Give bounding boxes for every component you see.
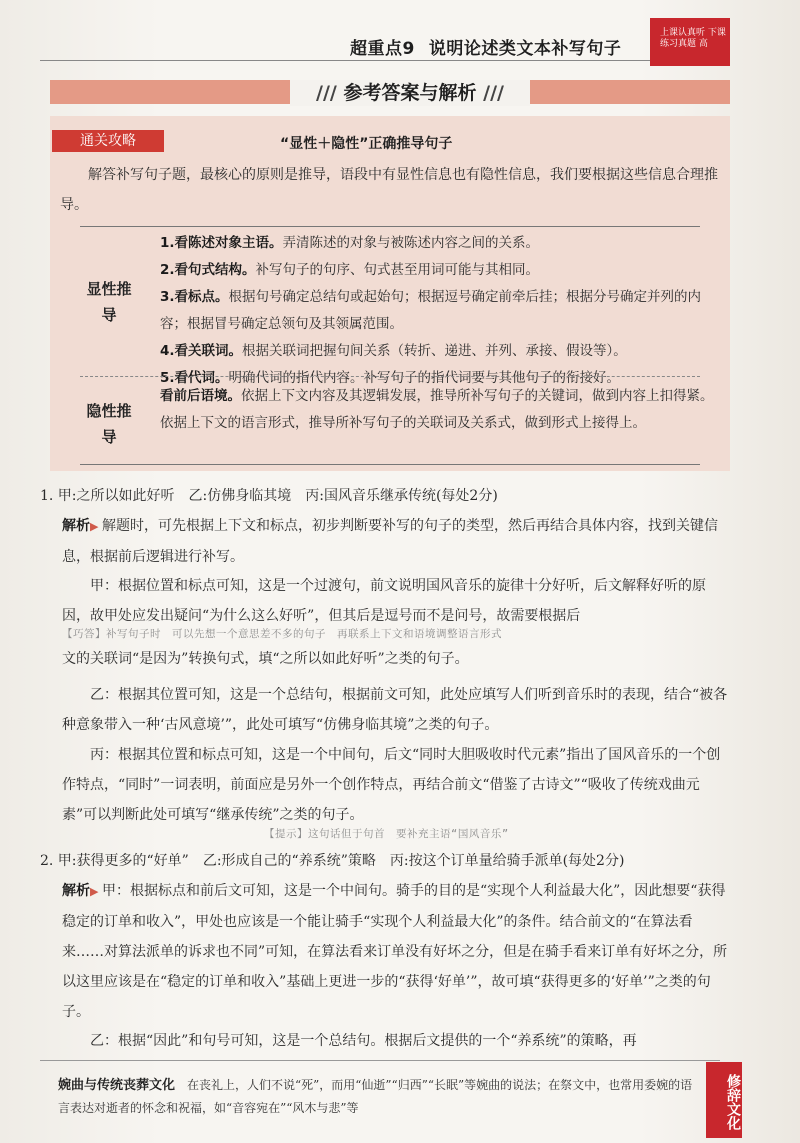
- explicit-head: 显性推导: [86, 280, 132, 324]
- footer-box: [58, 1074, 698, 1119]
- q1-p4: 丙：根据其位置和标点可知，这是一个中间句，后文“同时大胆吸收时代元素”指出了国风音乐的一个创作特点，“同时”一词表明，前面应是另外一个创作特点，再结合前文“借鉴了古诗文”“吸收了传统戏曲元素”可以判断此处可填写“继承传统”之类的句子。: [62, 747, 721, 823]
- table-rule-top: [80, 226, 700, 227]
- q1-note-hint: 【提示】这句话但于句首 要补充主语“国风音乐”: [264, 828, 509, 840]
- triangle-icon: ▶: [90, 885, 102, 898]
- implicit-head: 隐性推导: [86, 402, 132, 446]
- q2-jiexi-label: 解析: [62, 883, 90, 899]
- banner-slash-right: ///: [483, 82, 504, 104]
- table-rule-mid: [80, 376, 700, 377]
- q1-p1: 解题时，可先根据上下文和标点，初步判断要补写的句子的类型，然后再结合具体内容，找到关键信息，根据前后逻辑进行补写。: [62, 518, 718, 565]
- footer-title: 婉曲与传统丧葬文化: [58, 1078, 176, 1093]
- banner-slash-left: ///: [316, 82, 337, 104]
- table-rule-bottom: [80, 464, 700, 465]
- explicit-item-4: 4.看关联词。根据关联词把握句间关系（转折、递进、并列、承接、假设等）。: [160, 343, 627, 359]
- strategy-title: “显性＋隐性”正确推导句子: [280, 136, 453, 152]
- header-title: 说明论述类文本补写句子: [428, 39, 622, 59]
- q2-p2: 乙：根据“因此”和句号可知，这是一个总结句。根据后文提供的一个“养系统”的策略，再: [90, 1033, 637, 1049]
- implicit-items: [160, 383, 715, 437]
- q1-p2: 甲：根据位置和标点可知，这是一个过渡句，前文说明国风音乐的旋律十分好听，后文解释好听的原因，故甲处应发出疑问“为什么这么好听”，但其后是逗号而不是问号，故需要根据后: [62, 578, 706, 624]
- q1-answer: 1. 甲:之所以如此好听 乙:仿佛身临其境 丙:国风音乐继承传统(每处2分): [40, 488, 498, 504]
- q1-analysis: [62, 511, 732, 572]
- side-tab: 修辞文化: [706, 1062, 742, 1138]
- q2-p1: 甲：根据标点和前后文可知，这是一个中间句。骑手的目的是“实现个人利益最大化”，因此想要“获得稳定的订单和收入”，甲处也应该是一个能让骑手“实现个人利益最大化”的条件。结合前文的“在算法看来……对算法派单的诉求也不同”可知，在算法看来订单没有好坏之分，但是在骑手看来订单有好坏之分，所以这里应该是在“稳定的订单和收入”基础上更进一步的“获得‘好单’”，故可填“获得更多的‘好单’”之类的句子。: [62, 883, 728, 1020]
- implicit-item: 看前后语境。依据上下文内容及其逻辑发展，推导所补写句子的关键词，做到内容上扣得紧。依据上下文的语言形式，推导所补写句子的关联词及关系式，做到形式上接得上。: [160, 388, 714, 431]
- banner-title-text: 参考答案与解析: [343, 82, 477, 104]
- explicit-item-2: 2.看句式结构。补写句子的句序、句式甚至用词可能与其相同。: [160, 262, 540, 278]
- footer-rule: [40, 1060, 720, 1061]
- q1-note-tip: 【巧答】补写句子时 可以先想一个意思差不多的句子 再联系上下文和语境调整语言形式: [62, 628, 502, 640]
- strategy-intro: 解答补写句子题，最核心的原则是推导，语段中有显性信息也有隐性信息，我们要根据这些信息合理推导。: [60, 167, 718, 213]
- q1-p2b: 文的关联词“是因为”转换句式，填“之所以如此好听”之类的句子。: [62, 651, 469, 667]
- page-header: [350, 34, 621, 59]
- explicit-item-5: 5.看代词。明确代词的指代内容。补写句子的指代词要与其他句子的衔接好。: [160, 370, 621, 386]
- header-section: 超重点9: [350, 39, 415, 59]
- strategy-tag: 通关攻略: [52, 130, 164, 152]
- header-rule: [40, 60, 660, 61]
- q1-jiexi-label: 解析: [62, 518, 90, 534]
- footer-text: 在丧礼上，人们不说“死”，而用“仙逝”“归西”“长眠”等婉曲的说法；在祭文中，也常用委婉的语言表达对逝者的怀念和祝福，如“音容宛在”“风木与悲”等: [58, 1078, 693, 1115]
- q2-answer: 2. 甲:获得更多的“好单” 乙:形成自己的“养系统”策略 丙:按这个订单量给骑手派单(每处2分): [40, 853, 625, 869]
- corner-badge: 上课认真听 下课练习真题 高: [650, 18, 730, 66]
- explicit-item-1: 1.看陈述对象主语。弄清陈述的对象与被陈述内容之间的关系。: [160, 235, 540, 251]
- q1-p3: 乙：根据其位置可知，这是一个总结句，根据前文可知，此处应填写人们听到音乐时的表现，结合“被各种意象带入一种‘古风意境’”，此处可填写“仿佛身临其境”之类的句子。: [62, 687, 728, 733]
- q2-analysis: [62, 876, 732, 1027]
- explicit-item-3: 3.看标点。根据句号确定总结句或起始句；根据逗号确定前牵后挂；根据分号确定并列的内容；根据冒号确定总领句及其领属范围。: [160, 289, 702, 332]
- banner-title: [290, 80, 530, 106]
- explicit-items: [160, 230, 715, 392]
- triangle-icon: ▶: [90, 520, 102, 533]
